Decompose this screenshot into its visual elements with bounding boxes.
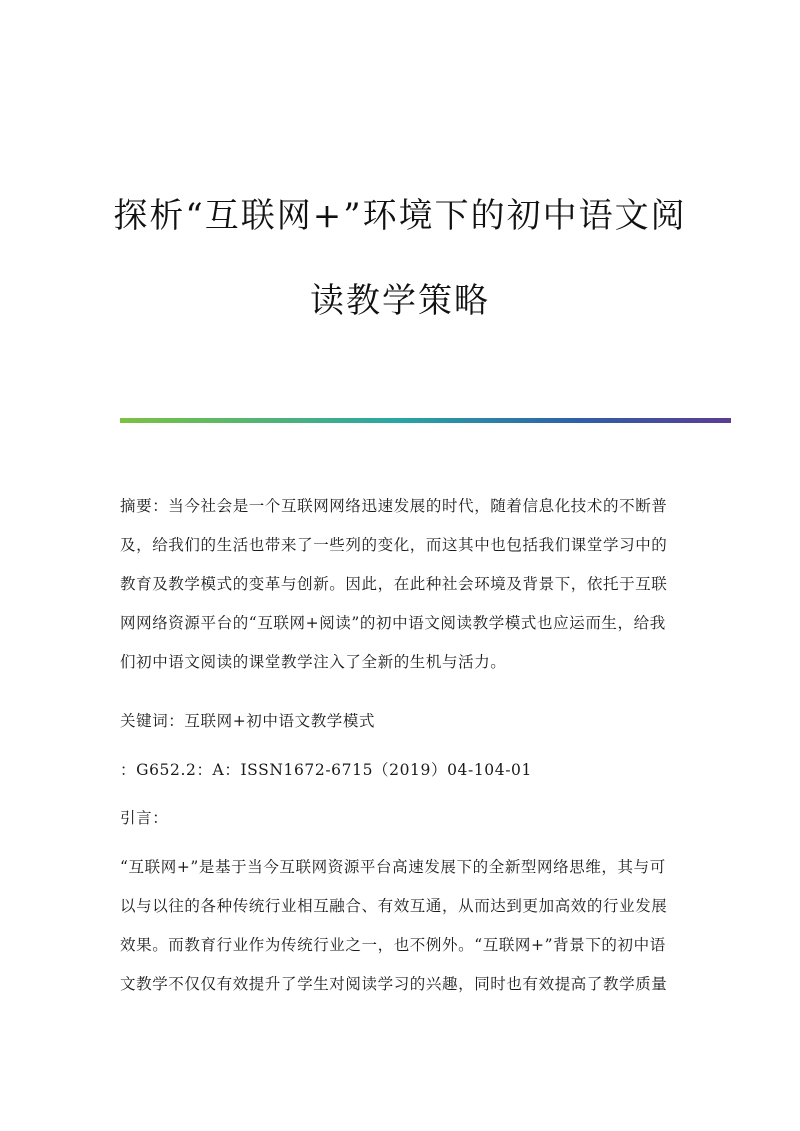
body-line: 以与以往的各种传统行业相互融合、有效互通，从而达到更加高效的行业发展 [120,897,668,915]
page-title-line-2: 读教学策略 [310,281,490,321]
abstract-line: 网网络资源平台的“互联网+阅读”的初中语文阅读教学模式也应运而生，给我 [120,614,666,632]
page-title-line-1: 探析“互联网+”环境下的初中语文阅 [113,196,687,236]
intro-heading: 引言： [120,809,169,827]
classification-line: ：G652.2：A：ISSN1672-6715（2019）04-104-01 [120,761,532,779]
gradient-divider [120,418,731,423]
body-line: 效果。而教育行业作为传统行业之一，也不例外。“互联网+”背景下的初中语 [120,936,666,954]
body-line: 文教学不仅仅有效提升了学生对阅读学习的兴趣，同时也有效提高了教学质量 [120,975,668,993]
abstract-line: 摘要：当今社会是一个互联网网络迅速发展的时代，随着信息化技术的不断普 [120,497,668,515]
keywords-line: 关键词：互联网+初中语文教学模式 [120,712,376,730]
abstract-line: 们初中语文阅读的课堂教学注入了全新的生机与活力。 [120,653,507,671]
body-section [120,848,680,1004]
body-line: “互联网+”是基于当今互联网资源平台高速发展下的全新型网络思维，其与可 [120,858,666,876]
abstract-line: 及，给我们的生活也带来了一些列的变化，而这其中也包括我们课堂学习中的 [120,536,668,554]
abstract-line: 教育及教学模式的变革与创新。因此，在此种社会环境及背景下，依托于互联 [120,575,668,593]
abstract-section [120,487,680,682]
